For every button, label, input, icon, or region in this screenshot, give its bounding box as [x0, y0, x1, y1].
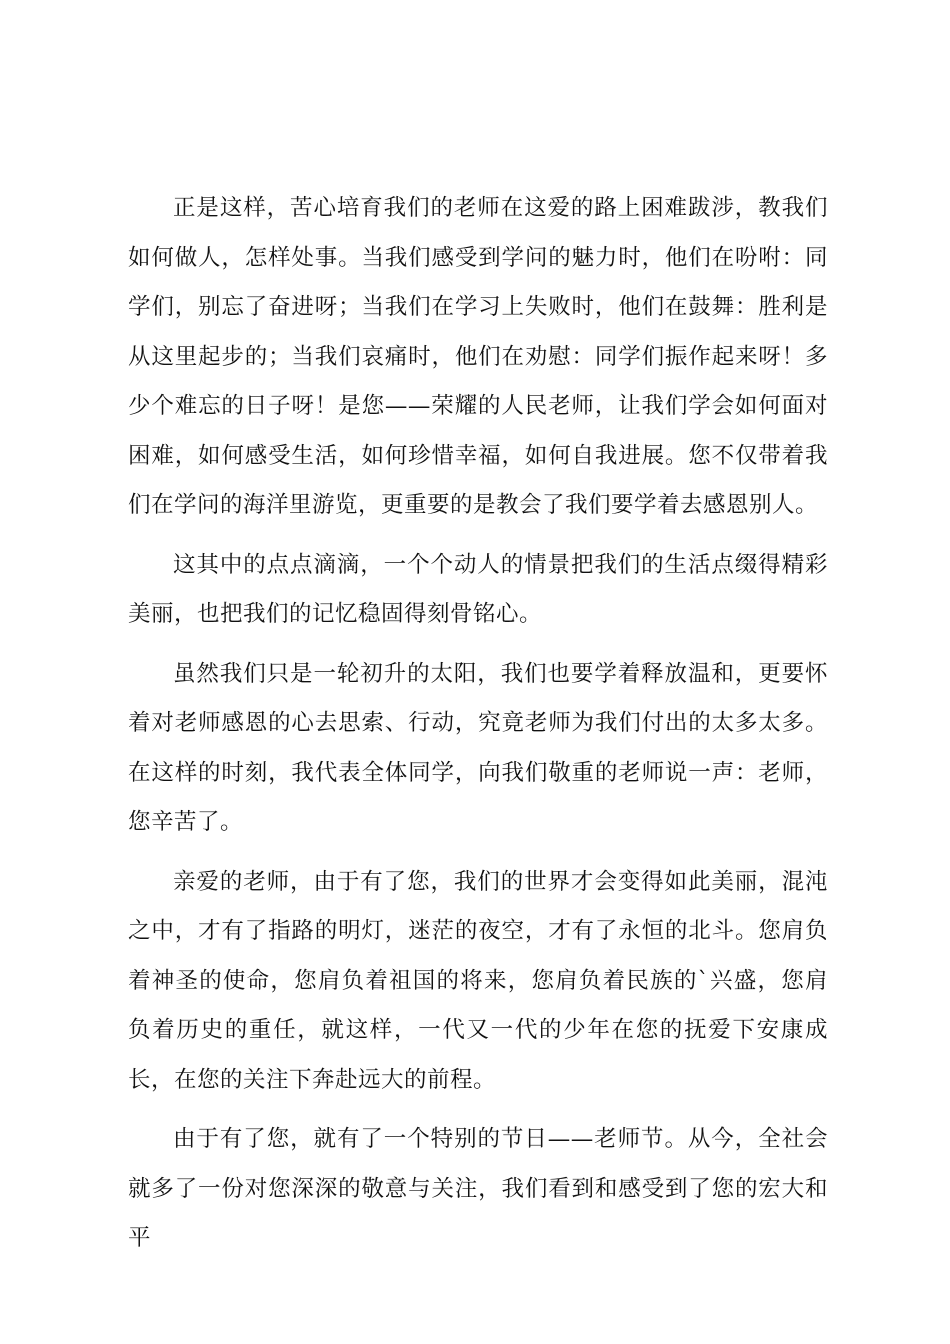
- paragraph-5: 由于有了您，就有了一个特别的节日——老师节。从今，全社会就多了一份对您深深的敬意与关注，我们看到和感受到了您的宏大和平: [128, 1126, 828, 1251]
- paragraph-3: 虽然我们只是一轮初升的太阳，我们也要学着释放温和，更要怀着对老师感恩的心去思索、行动，究竟老师为我们付出的太多太多。在这样的时刻，我代表全体同学，向我们敬重的老师说一声：老师，您辛苦了。: [128, 660, 828, 835]
- paragraph-2: 这其中的点点滴滴，一个个动人的情景把我们的生活点缀得精彩美丽，也把我们的记忆稳固得刻骨铭心。: [128, 551, 828, 627]
- paragraph-4: 亲爱的老师，由于有了您，我们的世界才会变得如此美丽，混沌之中，才有了指路的明灯，迷茫的夜空，才有了永恒的北斗。您肩负着神圣的使命，您肩负着祖国的将来，您肩负着民族的`兴盛，您肩负着历史的重任，就这样，一代又一代的少年在您的抚爱下安康成长，在您的关注下奔赴远大的前程。: [128, 868, 828, 1093]
- document-body: [128, 184, 828, 1274]
- paragraph-1: 正是这样，苦心培育我们的老师在这爱的路上困难跋涉，教我们如何做人，怎样处事。当我们感受到学问的魅力时，他们在吩咐：同学们，别忘了奋进呀；当我们在学习上失败时，他们在鼓舞：胜利是从这里起步的；当我们哀痛时，他们在劝慰：同学们振作起来呀！多少个难忘的日子呀！是您——荣耀的人民老师，让我们学会如何面对困难，如何感受生活，如何珍惜幸福，如何自我进展。您不仅带着我们在学问的海洋里游览，更重要的是教会了我们要学着去感恩别人。: [128, 195, 828, 518]
